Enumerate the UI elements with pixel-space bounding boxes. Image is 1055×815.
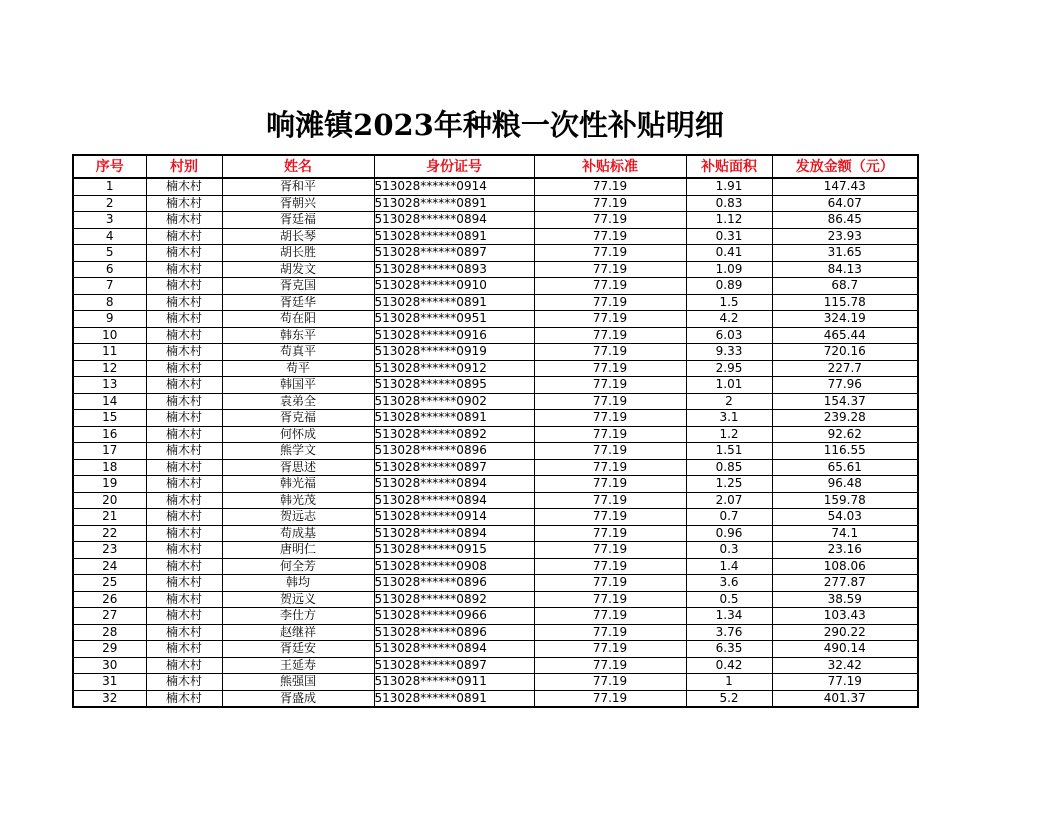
cell-id-number: 513028******0892 [374,591,534,608]
subsidy-table [72,154,919,708]
cell-amount: 116.55 [772,443,918,460]
cell-index: 20 [73,492,146,509]
header-subsidy-standard: 补贴标准 [534,155,686,178]
cell-subsidy-standard: 77.19 [534,608,686,625]
cell-amount: 277.87 [772,575,918,592]
cell-id-number: 513028******0895 [374,377,534,394]
cell-amount: 68.7 [772,278,918,295]
cell-amount: 324.19 [772,311,918,328]
cell-village: 楠木村 [146,608,222,625]
cell-subsidy-area: 6.35 [686,641,772,658]
table-header-row [73,155,918,178]
cell-id-number: 513028******0896 [374,624,534,641]
cell-subsidy-area: 0.85 [686,459,772,476]
cell-id-number: 513028******0966 [374,608,534,625]
cell-village: 楠木村 [146,558,222,575]
cell-amount: 103.43 [772,608,918,625]
cell-name: 韩光福 [222,476,374,493]
cell-village: 楠木村 [146,525,222,542]
cell-id-number: 513028******0912 [374,360,534,377]
cell-name: 胥和平 [222,178,374,195]
cell-subsidy-standard: 77.19 [534,278,686,295]
cell-subsidy-standard: 77.19 [534,178,686,195]
cell-subsidy-area: 3.1 [686,410,772,427]
cell-id-number: 513028******0914 [374,178,534,195]
cell-index: 10 [73,327,146,344]
table-row [73,261,918,278]
cell-index: 18 [73,459,146,476]
cell-id-number: 513028******0894 [374,492,534,509]
cell-id-number: 513028******0894 [374,212,534,229]
cell-subsidy-area: 0.31 [686,228,772,245]
table-row [73,525,918,542]
cell-subsidy-standard: 77.19 [534,195,686,212]
cell-subsidy-area: 2.95 [686,360,772,377]
cell-id-number: 513028******0892 [374,426,534,443]
cell-amount: 65.61 [772,459,918,476]
cell-id-number: 513028******0893 [374,261,534,278]
header-id-number: 身份证号 [374,155,534,178]
cell-subsidy-area: 1.51 [686,443,772,460]
cell-name: 胥廷安 [222,641,374,658]
table-row [73,542,918,559]
table-row [73,476,918,493]
cell-village: 楠木村 [146,195,222,212]
cell-village: 楠木村 [146,426,222,443]
cell-subsidy-area: 0.42 [686,657,772,674]
cell-subsidy-area: 0.89 [686,278,772,295]
cell-amount: 77.19 [772,674,918,691]
cell-subsidy-standard: 77.19 [534,261,686,278]
cell-village: 楠木村 [146,245,222,262]
cell-amount: 74.1 [772,525,918,542]
cell-index: 28 [73,624,146,641]
table-row [73,212,918,229]
cell-village: 楠木村 [146,657,222,674]
cell-village: 楠木村 [146,509,222,526]
cell-name: 唐明仁 [222,542,374,559]
cell-subsidy-standard: 77.19 [534,492,686,509]
table-row [73,558,918,575]
table-row [73,311,918,328]
cell-index: 7 [73,278,146,295]
cell-subsidy-area: 6.03 [686,327,772,344]
table-row [73,377,918,394]
cell-subsidy-standard: 77.19 [534,426,686,443]
cell-subsidy-area: 0.41 [686,245,772,262]
cell-village: 楠木村 [146,311,222,328]
cell-id-number: 513028******0908 [374,558,534,575]
cell-amount: 227.7 [772,360,918,377]
cell-index: 25 [73,575,146,592]
header-village: 村别 [146,155,222,178]
cell-index: 16 [73,426,146,443]
table-row [73,245,918,262]
table-row [73,178,918,195]
cell-index: 26 [73,591,146,608]
cell-subsidy-standard: 77.19 [534,476,686,493]
table-row [73,690,918,707]
cell-amount: 64.07 [772,195,918,212]
cell-amount: 54.03 [772,509,918,526]
cell-index: 12 [73,360,146,377]
cell-name: 胡长琴 [222,228,374,245]
cell-index: 6 [73,261,146,278]
table-row [73,443,918,460]
cell-amount: 84.13 [772,261,918,278]
cell-subsidy-standard: 77.19 [534,657,686,674]
cell-name: 胡发文 [222,261,374,278]
cell-name: 袁弟全 [222,393,374,410]
cell-subsidy-area: 1.09 [686,261,772,278]
cell-index: 2 [73,195,146,212]
table-row [73,228,918,245]
cell-village: 楠木村 [146,344,222,361]
table-row [73,344,918,361]
cell-subsidy-standard: 77.19 [534,443,686,460]
header-index: 序号 [73,155,146,178]
cell-id-number: 513028******0951 [374,311,534,328]
cell-id-number: 513028******0891 [374,195,534,212]
cell-index: 1 [73,178,146,195]
cell-village: 楠木村 [146,212,222,229]
cell-index: 19 [73,476,146,493]
cell-amount: 32.42 [772,657,918,674]
cell-subsidy-standard: 77.19 [534,360,686,377]
cell-name: 李仕方 [222,608,374,625]
cell-index: 30 [73,657,146,674]
cell-village: 楠木村 [146,360,222,377]
cell-subsidy-standard: 77.19 [534,228,686,245]
cell-amount: 290.22 [772,624,918,641]
table-row [73,393,918,410]
cell-id-number: 513028******0891 [374,410,534,427]
cell-amount: 38.59 [772,591,918,608]
cell-index: 24 [73,558,146,575]
cell-id-number: 513028******0897 [374,657,534,674]
cell-subsidy-area: 9.33 [686,344,772,361]
table-row [73,674,918,691]
cell-subsidy-area: 5.2 [686,690,772,707]
cell-name: 韩东平 [222,327,374,344]
cell-name: 胥盛成 [222,690,374,707]
cell-subsidy-area: 2.07 [686,492,772,509]
cell-index: 22 [73,525,146,542]
cell-subsidy-area: 1.01 [686,377,772,394]
cell-index: 17 [73,443,146,460]
cell-subsidy-standard: 77.19 [534,212,686,229]
cell-name: 何怀成 [222,426,374,443]
cell-index: 3 [73,212,146,229]
cell-index: 8 [73,294,146,311]
cell-amount: 401.37 [772,690,918,707]
cell-name: 胡长胜 [222,245,374,262]
document-title: 响滩镇2023年种粮一次性补贴明细 [266,108,724,142]
cell-name: 苟成基 [222,525,374,542]
cell-name: 熊学文 [222,443,374,460]
cell-village: 楠木村 [146,228,222,245]
cell-amount: 77.96 [772,377,918,394]
cell-subsidy-area: 0.96 [686,525,772,542]
cell-amount: 92.62 [772,426,918,443]
cell-subsidy-area: 0.83 [686,195,772,212]
cell-subsidy-area: 2 [686,393,772,410]
cell-subsidy-standard: 77.19 [534,641,686,658]
cell-name: 苟平 [222,360,374,377]
cell-index: 21 [73,509,146,526]
cell-index: 14 [73,393,146,410]
cell-amount: 147.43 [772,178,918,195]
table-row [73,410,918,427]
cell-id-number: 513028******0897 [374,459,534,476]
cell-subsidy-standard: 77.19 [534,558,686,575]
cell-id-number: 513028******0911 [374,674,534,691]
cell-subsidy-area: 1.25 [686,476,772,493]
cell-subsidy-area: 1 [686,674,772,691]
cell-village: 楠木村 [146,459,222,476]
table-row [73,509,918,526]
table-row [73,608,918,625]
cell-amount: 96.48 [772,476,918,493]
cell-name: 熊强国 [222,674,374,691]
table-body [73,178,918,707]
cell-name: 王延寿 [222,657,374,674]
cell-subsidy-standard: 77.19 [534,344,686,361]
cell-name: 贺远志 [222,509,374,526]
cell-name: 胥廷华 [222,294,374,311]
cell-name: 苟在阳 [222,311,374,328]
cell-amount: 23.93 [772,228,918,245]
cell-amount: 115.78 [772,294,918,311]
cell-subsidy-area: 0.7 [686,509,772,526]
cell-name: 胥克福 [222,410,374,427]
table-row [73,195,918,212]
cell-village: 楠木村 [146,327,222,344]
cell-village: 楠木村 [146,591,222,608]
cell-village: 楠木村 [146,261,222,278]
cell-subsidy-standard: 77.19 [534,459,686,476]
header-amount: 发放金额（元） [772,155,918,178]
cell-subsidy-standard: 77.19 [534,393,686,410]
cell-amount: 239.28 [772,410,918,427]
cell-subsidy-standard: 77.19 [534,245,686,262]
cell-amount: 720.16 [772,344,918,361]
cell-village: 楠木村 [146,294,222,311]
cell-amount: 23.16 [772,542,918,559]
cell-village: 楠木村 [146,410,222,427]
table-row [73,591,918,608]
cell-subsidy-standard: 77.19 [534,377,686,394]
cell-id-number: 513028******0910 [374,278,534,295]
cell-subsidy-standard: 77.19 [534,525,686,542]
cell-id-number: 513028******0896 [374,443,534,460]
table-row [73,459,918,476]
cell-subsidy-standard: 77.19 [534,575,686,592]
cell-village: 楠木村 [146,624,222,641]
cell-subsidy-standard: 77.19 [534,410,686,427]
cell-amount: 465.44 [772,327,918,344]
cell-index: 32 [73,690,146,707]
cell-id-number: 513028******0897 [374,245,534,262]
cell-subsidy-area: 1.12 [686,212,772,229]
cell-subsidy-area: 1.2 [686,426,772,443]
cell-id-number: 513028******0894 [374,641,534,658]
table-row [73,657,918,674]
cell-village: 楠木村 [146,476,222,493]
table-row [73,575,918,592]
table-row [73,294,918,311]
cell-id-number: 513028******0891 [374,294,534,311]
table-row [73,641,918,658]
cell-id-number: 513028******0896 [374,575,534,592]
cell-subsidy-standard: 77.19 [534,509,686,526]
table-row [73,327,918,344]
cell-amount: 159.78 [772,492,918,509]
cell-id-number: 513028******0916 [374,327,534,344]
cell-subsidy-standard: 77.19 [534,591,686,608]
cell-index: 4 [73,228,146,245]
cell-index: 15 [73,410,146,427]
cell-amount: 86.45 [772,212,918,229]
cell-village: 楠木村 [146,641,222,658]
cell-amount: 31.65 [772,245,918,262]
cell-index: 9 [73,311,146,328]
cell-subsidy-standard: 77.19 [534,311,686,328]
cell-name: 何全芳 [222,558,374,575]
table-row [73,492,918,509]
cell-village: 楠木村 [146,492,222,509]
header-subsidy-area: 补贴面积 [686,155,772,178]
cell-subsidy-area: 3.6 [686,575,772,592]
cell-index: 13 [73,377,146,394]
cell-id-number: 513028******0891 [374,690,534,707]
cell-subsidy-area: 1.91 [686,178,772,195]
cell-id-number: 513028******0894 [374,525,534,542]
cell-amount: 154.37 [772,393,918,410]
cell-name: 韩均 [222,575,374,592]
cell-amount: 490.14 [772,641,918,658]
cell-id-number: 513028******0914 [374,509,534,526]
cell-name: 胥朝兴 [222,195,374,212]
cell-subsidy-area: 0.5 [686,591,772,608]
cell-village: 楠木村 [146,278,222,295]
table-row [73,360,918,377]
cell-subsidy-standard: 77.19 [534,674,686,691]
cell-index: 31 [73,674,146,691]
cell-index: 23 [73,542,146,559]
cell-index: 27 [73,608,146,625]
cell-village: 楠木村 [146,178,222,195]
cell-index: 11 [73,344,146,361]
cell-id-number: 513028******0891 [374,228,534,245]
cell-index: 5 [73,245,146,262]
cell-subsidy-area: 1.34 [686,608,772,625]
cell-id-number: 513028******0919 [374,344,534,361]
cell-name: 胥思述 [222,459,374,476]
cell-id-number: 513028******0902 [374,393,534,410]
table-row [73,278,918,295]
cell-name: 贺远义 [222,591,374,608]
cell-name: 胥克国 [222,278,374,295]
cell-village: 楠木村 [146,575,222,592]
cell-subsidy-standard: 77.19 [534,327,686,344]
cell-village: 楠木村 [146,393,222,410]
cell-subsidy-area: 4.2 [686,311,772,328]
cell-subsidy-standard: 77.19 [534,624,686,641]
cell-subsidy-area: 1.4 [686,558,772,575]
cell-subsidy-area: 0.3 [686,542,772,559]
cell-amount: 108.06 [772,558,918,575]
cell-subsidy-area: 1.5 [686,294,772,311]
cell-subsidy-area: 3.76 [686,624,772,641]
cell-subsidy-standard: 77.19 [534,294,686,311]
cell-village: 楠木村 [146,542,222,559]
cell-subsidy-standard: 77.19 [534,542,686,559]
table-row [73,426,918,443]
cell-village: 楠木村 [146,674,222,691]
header-name: 姓名 [222,155,374,178]
table-row [73,624,918,641]
cell-village: 楠木村 [146,443,222,460]
cell-village: 楠木村 [146,690,222,707]
cell-name: 赵继祥 [222,624,374,641]
cell-id-number: 513028******0915 [374,542,534,559]
cell-name: 苟真平 [222,344,374,361]
cell-id-number: 513028******0894 [374,476,534,493]
cell-name: 胥廷福 [222,212,374,229]
cell-subsidy-standard: 77.19 [534,690,686,707]
cell-village: 楠木村 [146,377,222,394]
cell-name: 韩光茂 [222,492,374,509]
cell-name: 韩国平 [222,377,374,394]
cell-index: 29 [73,641,146,658]
